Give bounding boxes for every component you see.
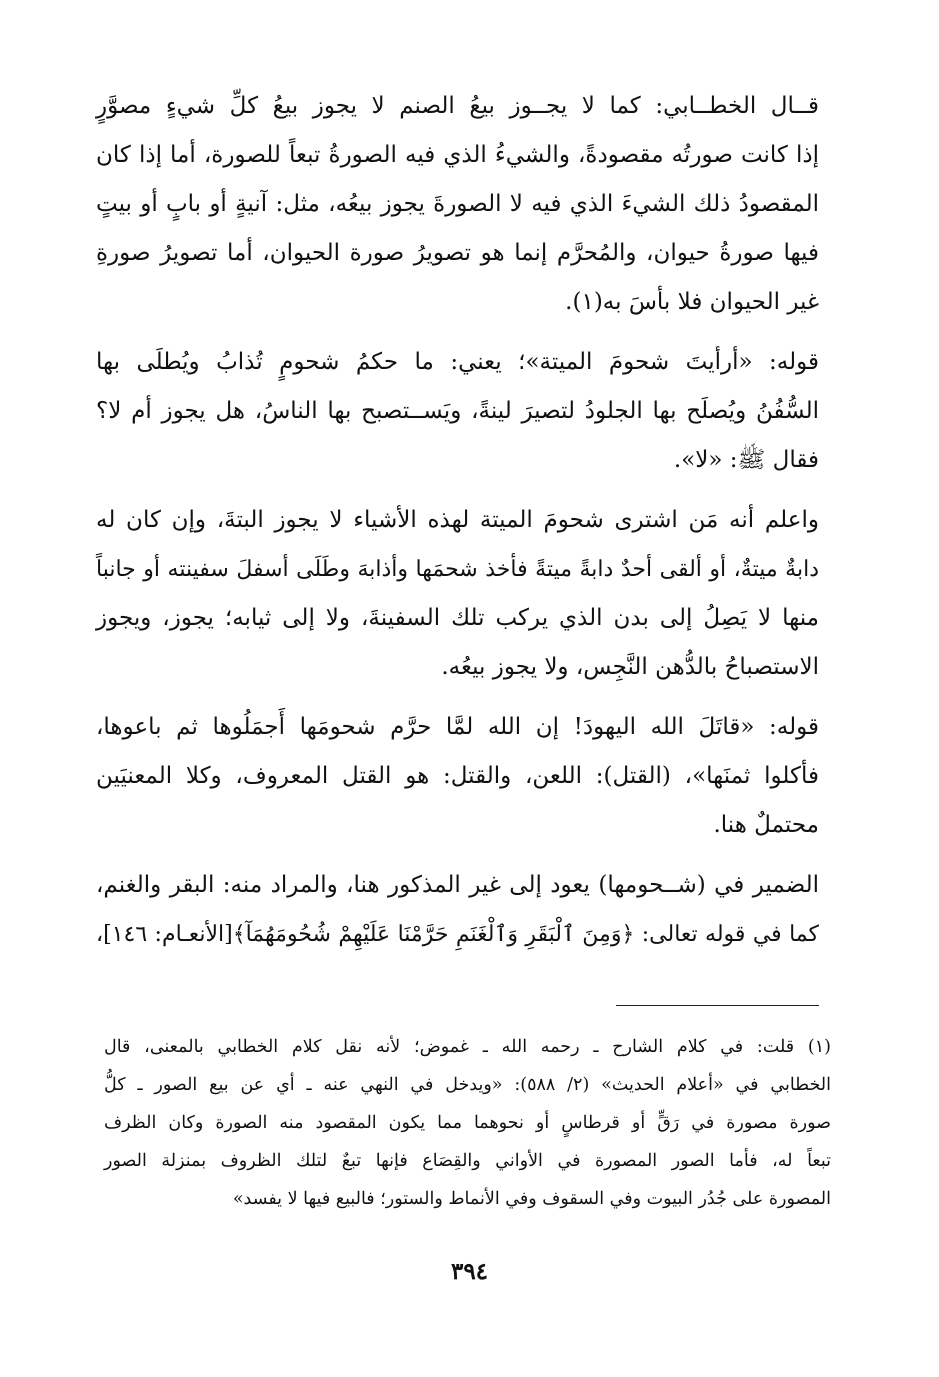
main-text [96, 82, 819, 959]
text-line: واعلم أنه مَن اشترى شحومَ الميتة لهذه الأشياء لا يجوز البتةَ، وإن كان له [96, 507, 819, 533]
footnotes [104, 1028, 831, 1218]
text-line: دابةٌ ميتةٌ، أو ألقى أحدٌ دابةً ميتةً فأخذ شحمَها وأذابهَ وطَلَى أسفلَ سفينته أو جانباً [96, 557, 819, 582]
text-line: السُّفُنُ ويُصلَح بها الجلودُ لتصيرَ لينةً، ويَســتصبح بها الناسُ، هل يجوز أم لا؟ [96, 398, 819, 424]
text-line: قوله: «قاتَلَ الله اليهودَ! إن الله لمَّا حرَّم شحومَها أَجمَلُوها ثم باعوها، [96, 714, 819, 740]
text-line: فقال ﷺ: «لا». [673, 447, 819, 473]
footnote-line: (١) قلت: في كلام الشارح ـ رحمه الله ـ غموض؛ لأنه نقل كلام الخطابي بالمعنى، قال [104, 1037, 831, 1057]
footnote [104, 1028, 831, 1218]
text-line: كما في قوله تعالى: ﴿وَمِنَ ٱلْبَقَرِ وَٱلْغَنَمِ حَرَّمْنَا عَلَيْهِمْ شُحُومَهُمَآ﴾[الأنعـام: ١٤٦]، [96, 922, 819, 947]
paragraph [96, 861, 819, 959]
page-number: ٣٩٤ [450, 1258, 489, 1285]
paragraph [96, 82, 819, 327]
footnote-separator [616, 1005, 819, 1006]
text-line: الضمير في (شــحومها) يعود إلى غير المذكور هنا، والمراد منه: البقر والغنم، [96, 872, 819, 898]
paragraph [96, 338, 819, 485]
text-line: إذا كانت صورتُه مقصودةً، والشيءُ الذي فيه الصورةُ تبعاً للصورة، أما إذا كان [96, 142, 819, 168]
text-line: المقصودُ ذلك الشيءَ الذي فيه لا الصورةَ يجوز بيعُه، مثل: آنيةٍ أو بابٍ أو بيتٍ [96, 191, 819, 217]
footnote-line: الخطابي في «أعلام الحديث» (٢/ ٥٨٨): «ويدخل في النهي عنه ـ أي عن بيع الصور ـ كلُّ [104, 1075, 831, 1095]
paragraph [96, 496, 819, 692]
footnote-line: صورة مصورة في رَقٍّ أو قرطاسٍ أو نحوهما مما يكون المقصود منه الصورة وكان الظرف [104, 1113, 831, 1133]
text-line: فأكلوا ثمنَها»، (القتل): اللعن، والقتل: هو القتل المعروف، وكلا المعنيَين [96, 763, 819, 789]
text-line: منها لا يَصِلُ إلى بدن الذي يركب تلك السفينةَ، ولا إلى ثيابه؛ يجوز، ويجوز [96, 605, 819, 631]
footnote-line: تبعاً له، فأما الصور المصورة في الأواني والقِصَاع فإنها تبعٌ لتلك الظروف بمنزلة الصور [104, 1151, 831, 1171]
text-line: محتملٌ هنا. [713, 812, 819, 838]
text-line: فيها صورةُ حيوان، والمُحرَّم إنما هو تصويرُ صورة الحيوان، أما تصويرُ صورةِ [96, 240, 819, 266]
text-line: الاستصباحُ بالدُّهن النَّجِس، ولا يجوز بيعُه. [441, 654, 819, 680]
text-line: قوله: «أرأيتَ شحومَ الميتة»؛ يعني: ما حكمُ شحومٍ تُذابُ ويُطلَى بها [96, 349, 819, 375]
paragraph [96, 703, 819, 850]
text-line: قــال الخطــابي: كما لا يجــوز بيعُ الصنم لا يجوز بيعُ كلِّ شيءٍ مصوَّرٍ [96, 93, 819, 119]
text-line: غير الحيوان فلا بأسَ به(١). [565, 289, 819, 315]
footnote-line: المصورة على جُدُر البيوت وفي السقوف وفي الأنماط والستور؛ فالبيع فيها لا يفسد» [232, 1189, 831, 1209]
